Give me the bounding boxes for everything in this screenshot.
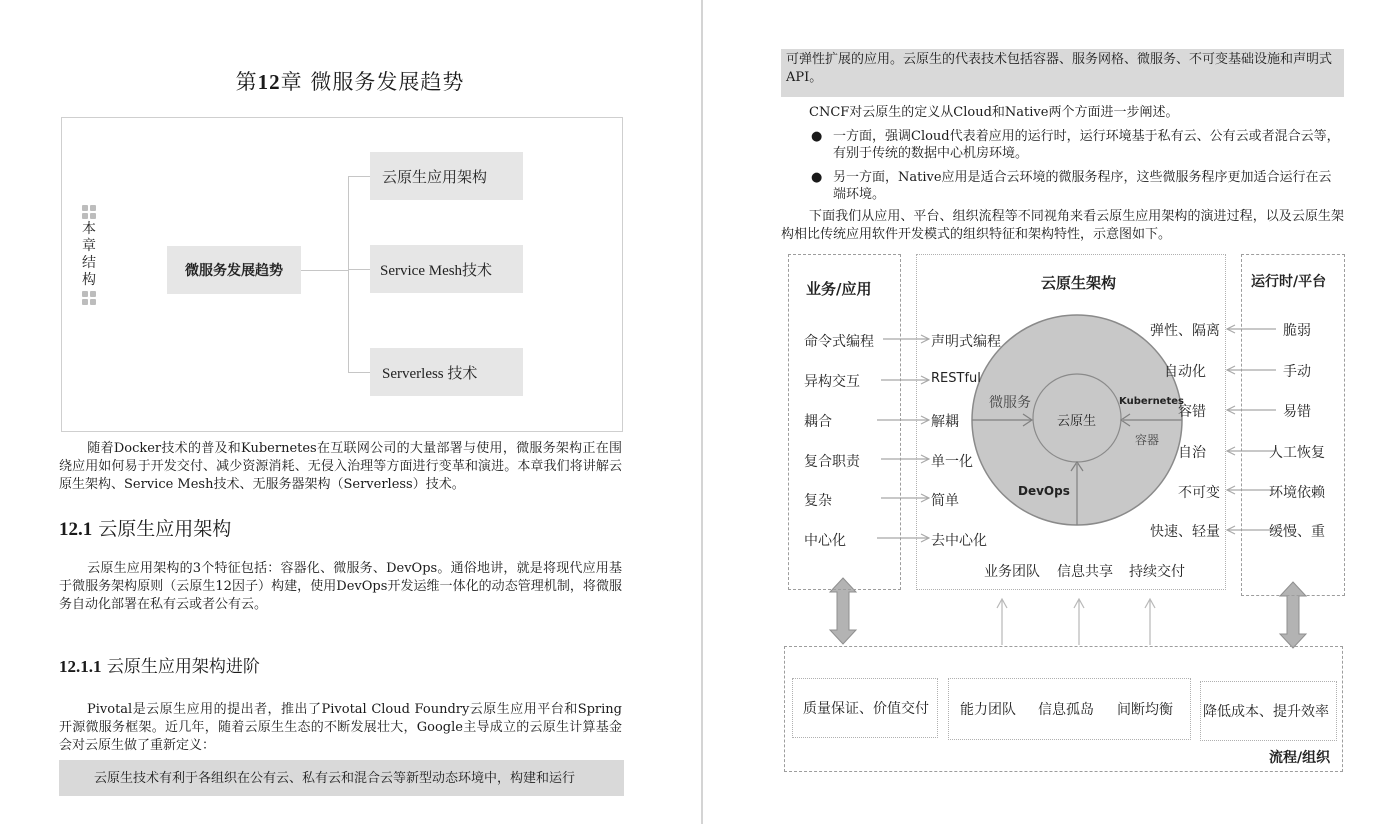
process-middle-item: 能力团队	[960, 702, 1016, 718]
microservice-label: 微服务	[989, 395, 1031, 411]
section-heading-12-1-1	[59, 652, 260, 677]
bullet-dot-icon: ●	[811, 129, 823, 144]
section-text: Pivotal是云原生应用的提出者，推出了Pivotal Cloud Foundry云原生应用平台和Spring开源微服务框架。近几年，随着云原生生态的不断发展壮大，Google主导成立的云原生计算基金会对云原生做了重新定义：	[59, 702, 622, 753]
cloud-left-item: RESTful	[931, 371, 981, 386]
cloud-left-item: 单一化	[931, 454, 973, 470]
cloud-bottom-item: 持续交付	[1129, 564, 1185, 580]
section-text: 云原生应用架构的3个特征包括：容器化、微服务、DevOps。通俗地讲，就是将现代应用基于微服务架构原则（云原生12因子）构建，使用DevOps开发运维一体化的动态管理机制，将微服务自动化部署在私有云或者公有云。	[59, 561, 622, 612]
bullet-text: 另一方面，Native应用是适合云环境的微服务程序，这些微服务程序更加适合运行在云端环境。	[833, 170, 1332, 202]
cloud-bottom-item: 信息共享	[1057, 564, 1113, 580]
business-item: 命令式编程	[804, 334, 874, 350]
definition-quote-continued: 可弹性扩展的应用。云原生的代表技术包括容器、服务网格、微服务、不可变基础设施和声明式API。	[781, 49, 1344, 97]
cloud-native-title: 云原生架构	[1041, 274, 1117, 292]
side-label-char: 构	[82, 272, 96, 288]
bullet-text: 一方面，强调Cloud代表着应用的运行时，运行环境基于私有云、公有云或者混合云等，有别于传统的数据中心机房环境。	[833, 129, 1340, 161]
cncf-text: CNCF对云原生的定义从Cloud和Native两个方面进一步阐述。	[809, 105, 1179, 120]
runtime-platform-box	[1241, 254, 1345, 596]
connector-line	[348, 176, 370, 177]
section-12-1-1-paragraph	[59, 701, 622, 755]
decor-dots-top	[82, 205, 96, 219]
business-item: 耦合	[804, 414, 832, 430]
section-title: 云原生应用架构进阶	[106, 657, 260, 677]
runtime-item: 人工恢复	[1269, 445, 1325, 461]
cloud-bottom-item: 业务团队	[984, 564, 1040, 580]
runtime-item: 手动	[1283, 364, 1311, 380]
runtime-item: 缓慢、重	[1269, 524, 1325, 540]
process-right-text: 降低成本、提升效率	[1203, 704, 1329, 720]
definition-quote-start: 云原生技术有利于各组织在公有云、私有云和混合云等新型动态环境中，构建和运行	[59, 760, 624, 796]
cloud-left-item: 去中心化	[931, 533, 987, 549]
right-page	[703, 0, 1400, 824]
chapter-number: 12	[257, 70, 281, 94]
cloud-left-item: 解耦	[931, 414, 959, 430]
runtime-item: 易错	[1283, 404, 1311, 420]
connector-line	[301, 270, 349, 271]
cloud-right-item: 快速、轻量	[1150, 524, 1220, 540]
cloud-right-item: 自治	[1178, 445, 1206, 461]
intro-paragraph	[59, 440, 622, 494]
connector-line	[348, 269, 370, 270]
chapter-prefix: 第	[235, 70, 258, 94]
chapter-suffix: 章 微服务发展趋势	[280, 70, 465, 94]
business-item: 异构交互	[804, 374, 860, 390]
business-item: 复合职责	[804, 454, 860, 470]
business-title: 业务/应用	[806, 280, 872, 298]
container-label: 容器	[1135, 433, 1160, 447]
devops-label: DevOps	[1018, 484, 1070, 498]
section-number: 12.1.1	[59, 657, 102, 676]
side-label-char: 结	[82, 255, 96, 271]
main-node: 微服务发展趋势	[167, 246, 301, 294]
branch-node: Serverless 技术	[370, 348, 523, 396]
cloud-left-item: 简单	[931, 493, 959, 509]
cloud-native-architecture-diagram	[703, 0, 1400, 824]
runtime-item: 脆弱	[1283, 323, 1311, 339]
structure-side-label	[82, 203, 96, 307]
cloud-right-item: 容错	[1178, 404, 1206, 420]
process-up-arrows	[997, 599, 1155, 645]
side-label-char: 章	[82, 238, 96, 254]
side-label-char: 本	[82, 221, 96, 237]
decor-dots-bottom	[82, 291, 96, 305]
connector-line	[348, 176, 349, 372]
connector-line	[348, 372, 370, 373]
process-middle-item: 信息孤岛	[1038, 702, 1094, 718]
intro-text: 随着Docker技术的普及和Kubernetes在互联网公司的大量部署与使用，微服务架构正在围绕应用如何易于开发交付、减少资源消耗、无侵入治理等方面进行变革和演进。本章我们将讲解云原生架构、Service Mesh技术、无服务器架构（Serverless）技术。	[59, 441, 622, 492]
circle-center-label: 云原生	[1057, 414, 1097, 429]
bullet-dot-icon: ●	[811, 170, 823, 185]
business-item: 复杂	[804, 493, 832, 509]
process-title: 流程/组织	[1269, 750, 1331, 766]
cloud-left-item: 声明式编程	[931, 334, 1001, 350]
branch-node: 云原生应用架构	[370, 152, 523, 200]
cloud-right-item: 弹性、隔离	[1150, 323, 1220, 339]
cloud-right-item: 自动化	[1164, 364, 1206, 380]
process-left-text: 质量保证、价值交付	[803, 701, 929, 717]
runtime-title: 运行时/平台	[1251, 274, 1327, 290]
section-heading-12-1	[59, 514, 231, 541]
business-item: 中心化	[804, 533, 846, 549]
kubernetes-label: Kubernetes	[1119, 396, 1184, 407]
cloud-right-item: 不可变	[1178, 485, 1220, 501]
section-title: 云原生应用架构	[98, 518, 232, 540]
section-12-1-paragraph	[59, 560, 622, 614]
chapter-structure-diagram	[61, 117, 623, 432]
section-number: 12.1	[59, 519, 93, 540]
lead-text: 下面我们从应用、平台、组织流程等不同视角来看云原生应用架构的演进过程，以及云原生架构相比传统应用软件开发模式的组织特征和架构特性，示意图如下。	[781, 209, 1344, 242]
process-middle-item: 间断均衡	[1117, 702, 1173, 718]
chapter-title	[0, 66, 700, 96]
runtime-item: 环境依赖	[1269, 485, 1325, 501]
branch-node: Service Mesh技术	[370, 245, 523, 293]
